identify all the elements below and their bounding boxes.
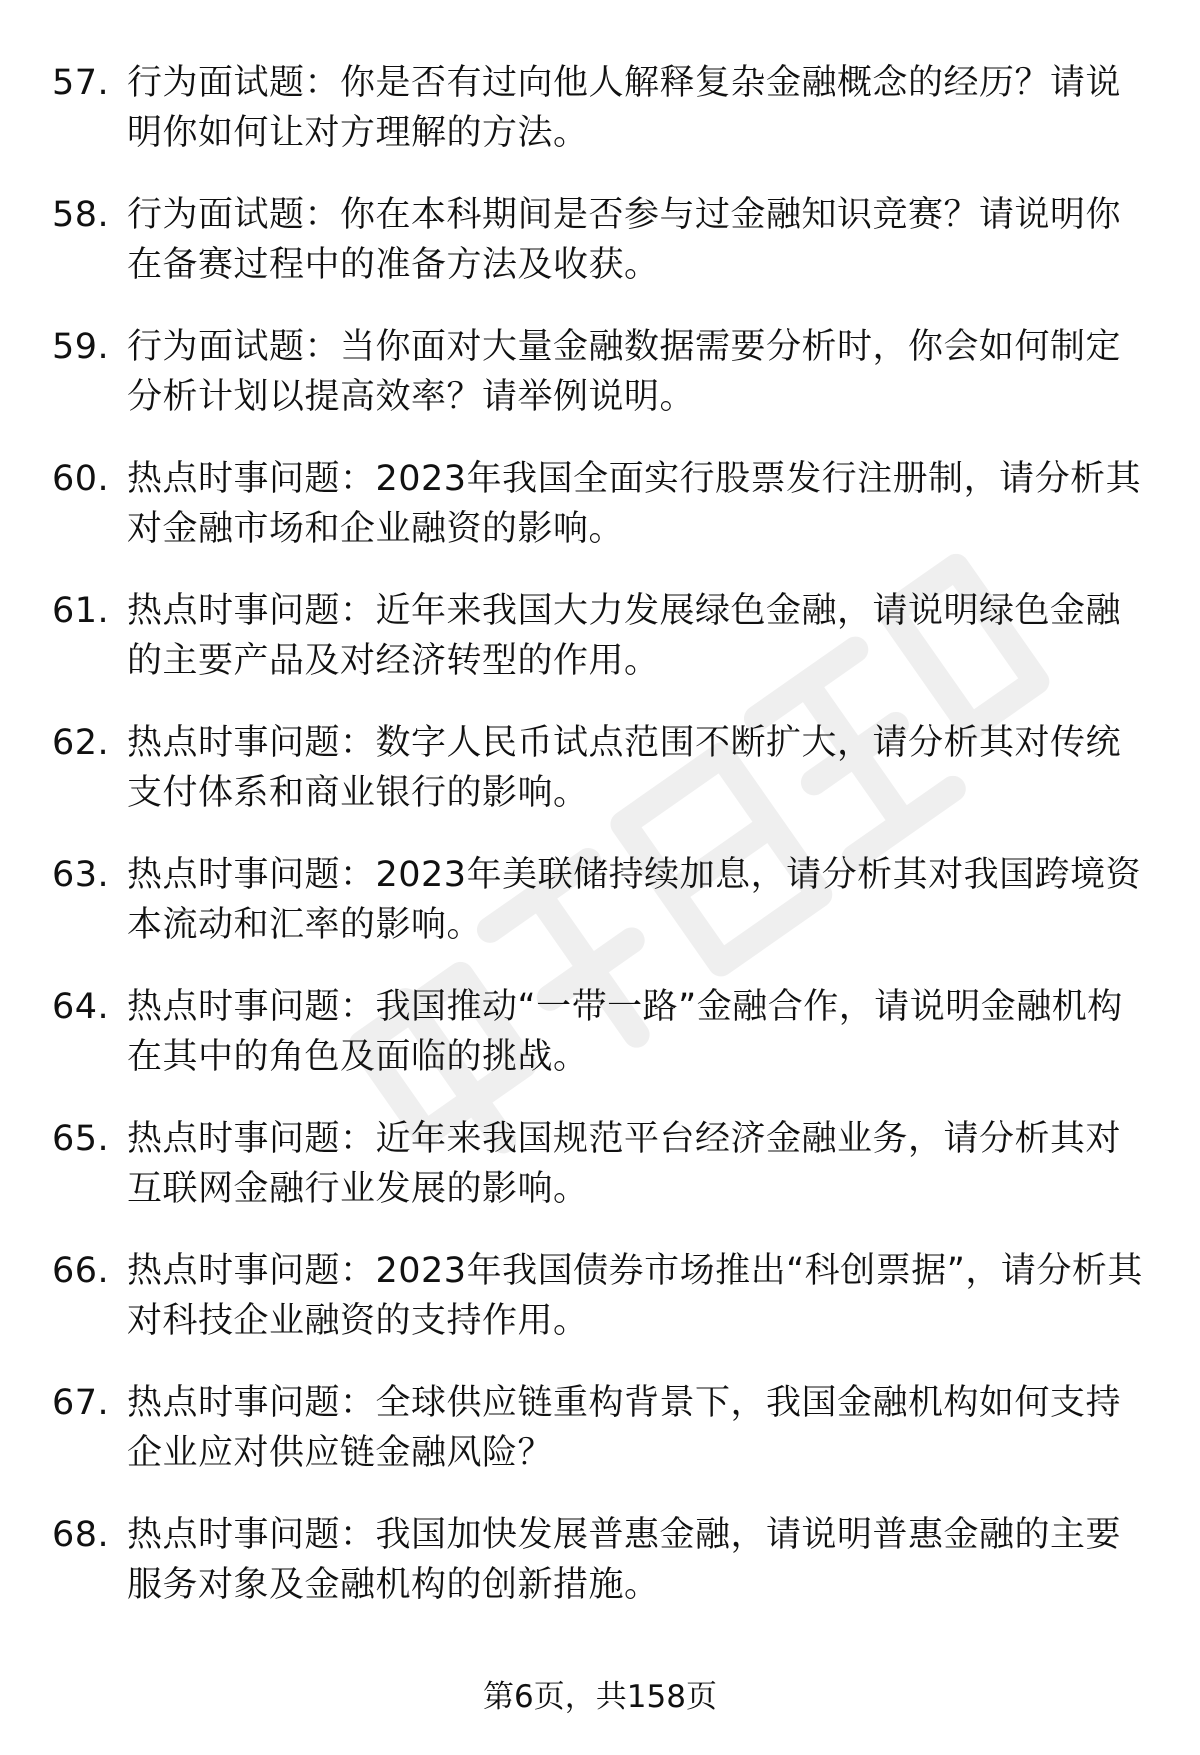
question-text: 热点时事问题：我国推动“一带一路”金融合作，请说明金融机构在其中的角色及面临的挑战。 [127,987,1123,1077]
question-number: 58. [52,195,110,235]
question-number: 64. [52,987,110,1027]
question-number: 63. [52,855,110,895]
question-number: 62. [52,723,110,763]
list-item [0,1510,1200,1642]
question-number: 65. [52,1119,110,1159]
question-text: 热点时事问题：全球供应链重构背景下，我国金融机构如何支持企业应对供应链金融风险？ [127,1383,1122,1473]
question-text: 热点时事问题：我国加快发展普惠金融，请说明普惠金融的主要服务对象及金融机构的创新措施。 [127,1515,1122,1605]
question-number: 61. [52,591,110,631]
question-number: 67. [52,1383,110,1423]
question-text: 热点时事问题：2023年我国全面实行股票发行注册制，请分析其对金融市场和企业融资的影响。 [127,459,1142,549]
question-text: 行为面试题：你是否有过向他人解释复杂金融概念的经历？请说明你如何让对方理解的方法。 [127,63,1122,153]
question-text: 热点时事问题：数字人民币试点范围不断扩大，请分析其对传统支付体系和商业银行的影响。 [127,723,1122,813]
list-item [0,1246,1200,1378]
list-item [0,586,1200,718]
question-text: 热点时事问题：2023年美联储持续加息，请分析其对我国跨境资本流动和汇率的影响。 [127,855,1142,945]
question-text: 热点时事问题：近年来我国大力发展绿色金融，请说明绿色金融的主要产品及对经济转型的作用。 [127,591,1122,681]
list-item [0,58,1200,190]
list-item [0,190,1200,322]
question-number: 60. [52,459,110,499]
question-number: 59. [52,327,110,367]
question-number: 68. [52,1515,110,1555]
question-text: 热点时事问题：2023年我国债券市场推出“科创票据”，请分析其对科技企业融资的支持作用。 [127,1251,1143,1341]
list-item [0,1378,1200,1510]
question-number: 57. [52,63,110,103]
question-text: 行为面试题：当你面对大量金融数据需要分析时，你会如何制定分析计划以提高效率？请举例说明。 [127,327,1122,417]
question-number: 66. [52,1251,110,1291]
list-item [0,850,1200,982]
list-item [0,718,1200,850]
list-item [0,982,1200,1114]
question-list [0,58,1200,1642]
list-item [0,1114,1200,1246]
question-text: 行为面试题：你在本科期间是否参与过金融知识竞赛？请说明你在备赛过程中的准备方法及收获。 [127,195,1122,285]
question-text: 热点时事问题：近年来我国规范平台经济金融业务，请分析其对互联网金融行业发展的影响。 [127,1119,1122,1209]
list-item [0,454,1200,586]
list-item [0,322,1200,454]
page-number-footer: 第6页，共158页 [483,1679,717,1715]
